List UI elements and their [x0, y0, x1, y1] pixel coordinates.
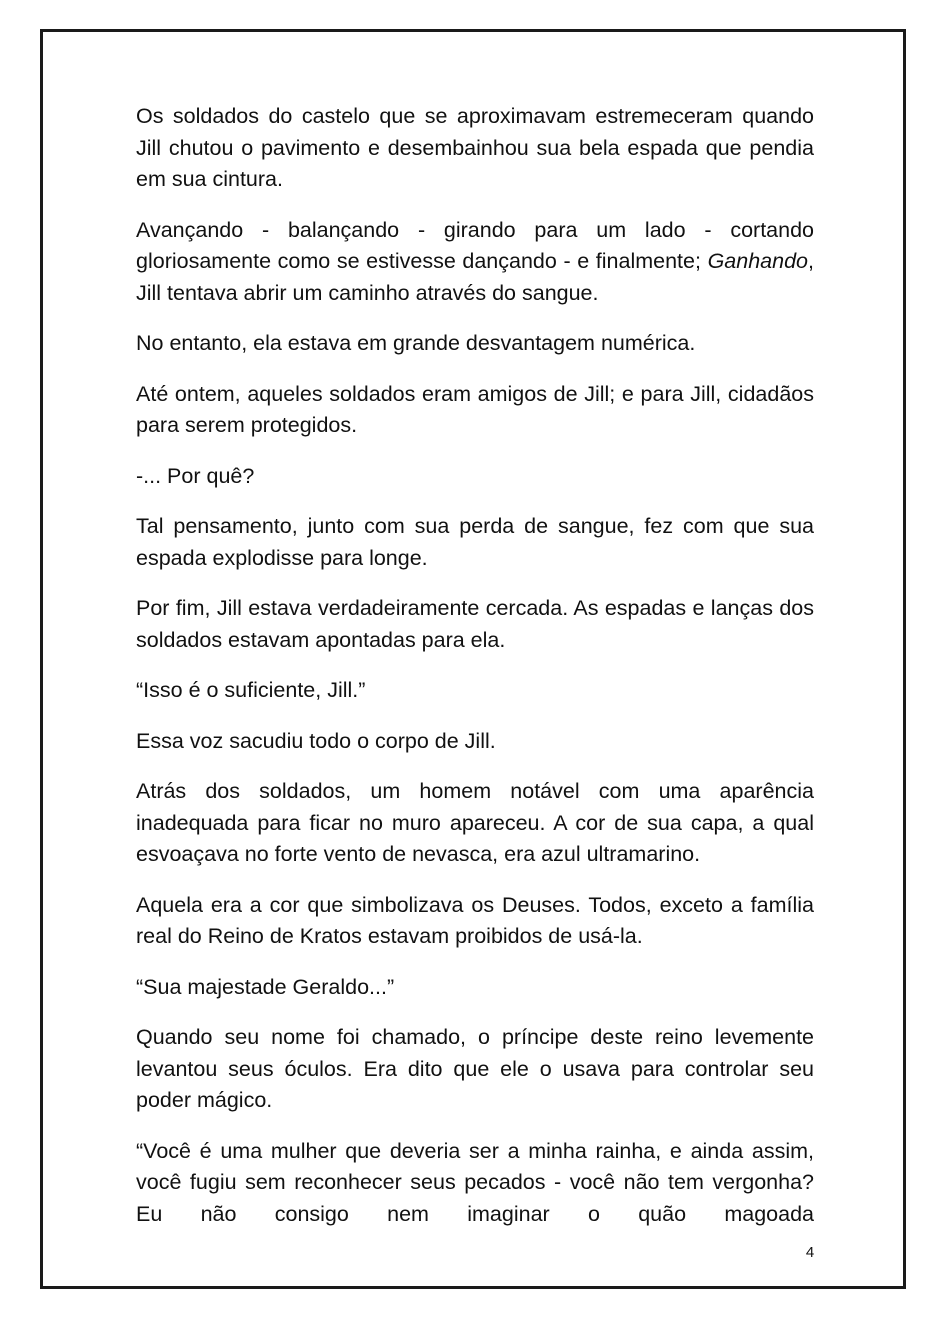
paragraph-2	[136, 215, 814, 310]
paragraph-14: “Você é uma mulher que deveria ser a minha rainha, e ainda assim, você fugiu sem reconhecer seus pecados - você não tem vergonha? Eu não consigo nem imaginar o quão magoada	[136, 1138, 814, 1226]
paragraph-7: Por fim, Jill estava verdadeiramente cercada. As espadas e lanças dos soldados estavam apontadas para ela.	[136, 596, 814, 652]
paragraph-2-tail: , Jill tentava abrir um caminho através do sangue.	[136, 249, 814, 305]
paragraph-6: Tal pensamento, junto com sua perda de sangue, fez com que sua espada explodisse para longe.	[136, 514, 814, 570]
paragraph-4: Até ontem, aqueles soldados eram amigos de Jill; e para Jill, cidadãos para serem protegidos.	[136, 381, 814, 437]
paragraph-10: Atrás dos soldados, um homem notável com uma aparência inadequada para ficar no muro apareceu. A cor de sua capa, a qual esvoaçava no forte vento de nevasca, era azul ultramarino.	[136, 779, 814, 866]
paragraph-8: “Isso é o suficiente, Jill.”	[136, 678, 366, 702]
paragraph-13: Quando seu nome foi chamado, o príncipe deste reino levemente levantou seus óculos. Era dito que ele o usava para controlar seu poder mágico.	[136, 1025, 814, 1112]
document-body	[136, 101, 814, 1230]
paragraph-3: No entanto, ela estava em grande desvantagem numérica.	[136, 331, 696, 355]
paragraph-1: Os soldados do castelo que se aproximavam estremeceram quando Jill chutou o pavimento e desembainhou sua bela espada que pendia em sua cintura.	[136, 104, 814, 191]
paragraph-9: Essa voz sacudiu todo o corpo de Jill.	[136, 728, 496, 753]
paragraph-11: Aquela era a cor que simbolizava os Deuses. Todos, exceto a família real do Reino de Kratos estavam proibidos de usá-la.	[136, 892, 814, 948]
paragraph-2-text: Avançando - balançando - girando para um lado - cortando gloriosamente como se estivesse dançando - e finalmente;	[136, 217, 814, 273]
page-number: 4	[805, 1244, 815, 1261]
paragraph-5: -... Por quê?	[136, 463, 255, 488]
paragraph-12: “Sua majestade Geraldo...”	[136, 974, 395, 999]
italic-word: Ganhando	[707, 249, 808, 273]
